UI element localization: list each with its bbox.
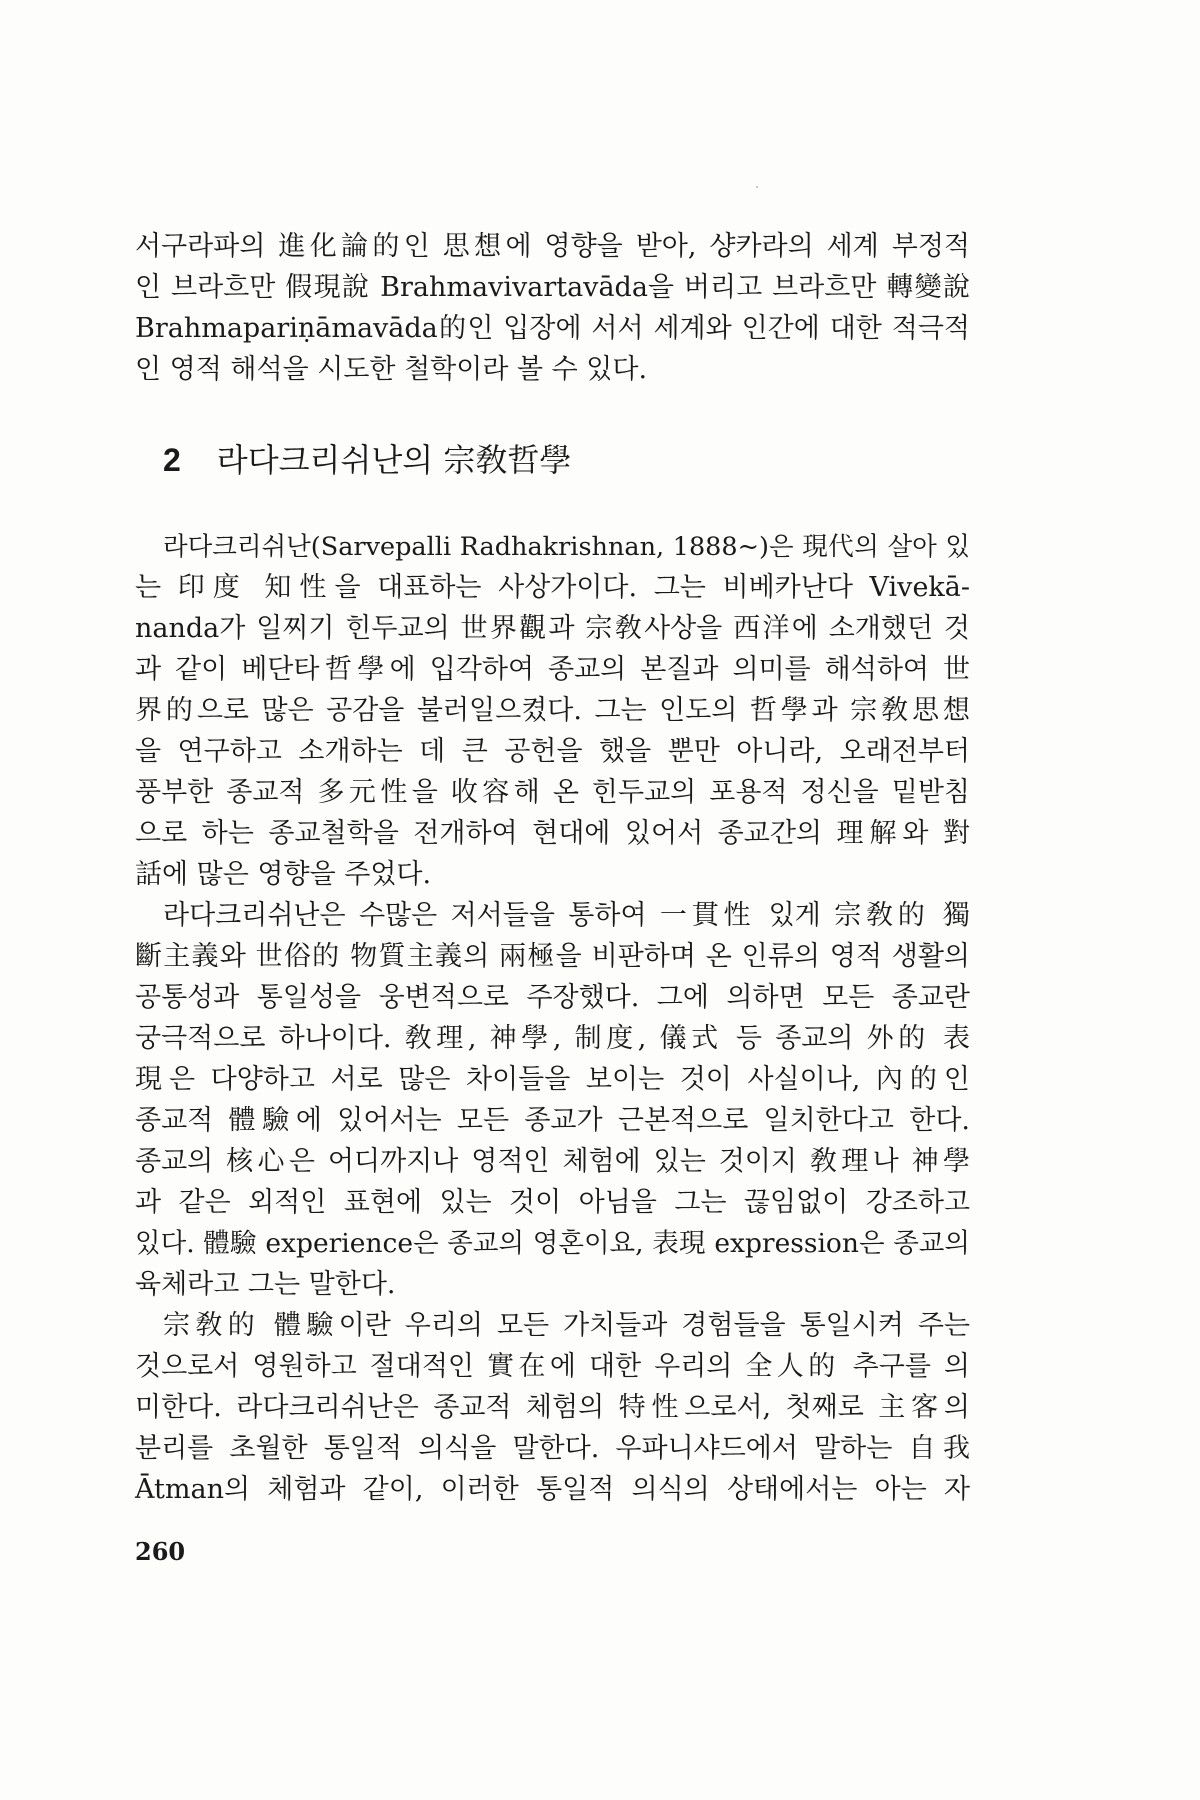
text-line: 界的으로 많은 공감을 불러일으켰다. 그는 인도의 哲學과 宗敎思想: [135, 695, 970, 726]
scan-speck: [756, 186, 758, 188]
text-line: 있다. 體驗 experience은 종교의 영혼이요, 表現 expression은 종교의: [135, 1228, 970, 1259]
text-line: Brahmapariṇāmavāda的인 입장에 서서 세계와 인간에 대한 적극적: [135, 313, 970, 344]
text-line: 宗敎的 體驗이란 우리의 모든 가치들과 경험들을 통일시켜 주는: [163, 1310, 970, 1341]
text-line: 을 연구하고 소개하는 데 큰 공헌을 했을 뿐만 아니라, 오래전부터: [135, 736, 970, 767]
text-line: 종교의 核心은 어디까지나 영적인 체험에 있는 것이지 敎理나 神學: [135, 1146, 970, 1177]
text-line: 라다크리쉬난(Sarvepalli Radhakrishnan, 1888~)은 現代의 살아 있: [163, 532, 970, 562]
text-line: 종교적 體驗에 있어서는 모든 종교가 근본적으로 일치한다고 한다.: [135, 1105, 970, 1136]
text-line: 斷主義와 世俗的 物質主義의 兩極을 비판하며 온 인류의 영적 생활의: [135, 941, 970, 972]
text-line: 풍부한 종교적 多元性을 收容해 온 힌두교의 포용적 정신을 밑받침: [135, 777, 970, 808]
text-line: 미한다. 라다크리쉬난은 종교적 체험의 特性으로서, 첫째로 主客의: [135, 1392, 970, 1423]
page-number: 260: [135, 1537, 186, 1566]
section-heading: [163, 438, 571, 482]
text-line: 으로 하는 종교철학을 전개하여 현대에 있어서 종교간의 理解와 對: [135, 818, 970, 849]
text-line: 분리를 초월한 통일적 의식을 말한다. 우파니샤드에서 말하는 自我: [135, 1433, 970, 1464]
section-title: 라다크리쉬난의 宗敎哲學: [216, 441, 572, 479]
text-line: nanda가 일찌기 힌두교의 世界觀과 宗敎사상을 西洋에 소개했던 것: [135, 613, 970, 644]
text-line: 라다크리쉬난은 수많은 저서들을 통하여 一貫性 있게 宗敎的 獨: [163, 900, 970, 931]
text-line: 과 같이 베단타哲學에 입각하여 종교의 본질과 의미를 해석하여 世: [135, 654, 970, 685]
text-line: 話에 많은 영향을 주었다.: [135, 859, 432, 890]
text-line: 서구라파의 進化論的인 思想에 영향을 받아, 샹카라의 세계 부정적: [135, 231, 970, 262]
text-line: 공통성과 통일성을 웅변적으로 주장했다. 그에 의하면 모든 종교란: [135, 982, 970, 1013]
text-line: 인 영적 해석을 시도한 철학이라 볼 수 있다.: [135, 354, 648, 385]
text-line: 것으로서 영원하고 절대적인 實在에 대한 우리의 全人的 추구를 의: [135, 1351, 970, 1382]
text-line: 과 같은 외적인 표현에 있는 것이 아님을 그는 끊임없이 강조하고: [135, 1187, 970, 1218]
text-line: Ātman의 체험과 같이, 이러한 통일적 의식의 상태에서는 아는 자: [135, 1474, 970, 1505]
text-line: 궁극적으로 하나이다. 敎理, 神學, 制度, 儀式 등 종교의 外的 表: [135, 1023, 970, 1054]
text-line: 인 브라흐만 假現說 Brahmavivartavāda을 버리고 브라흐만 轉變說: [135, 272, 970, 303]
text-line: 육체라고 그는 말한다.: [135, 1269, 396, 1300]
text-line: 現은 다양하고 서로 많은 차이들을 보이는 것이 사실이나, 內的인: [135, 1064, 970, 1095]
section-number: 2: [163, 442, 181, 478]
text-line: 는 印度 知性을 대표하는 사상가이다. 그는 비베카난다 Vivekā-: [135, 572, 970, 603]
